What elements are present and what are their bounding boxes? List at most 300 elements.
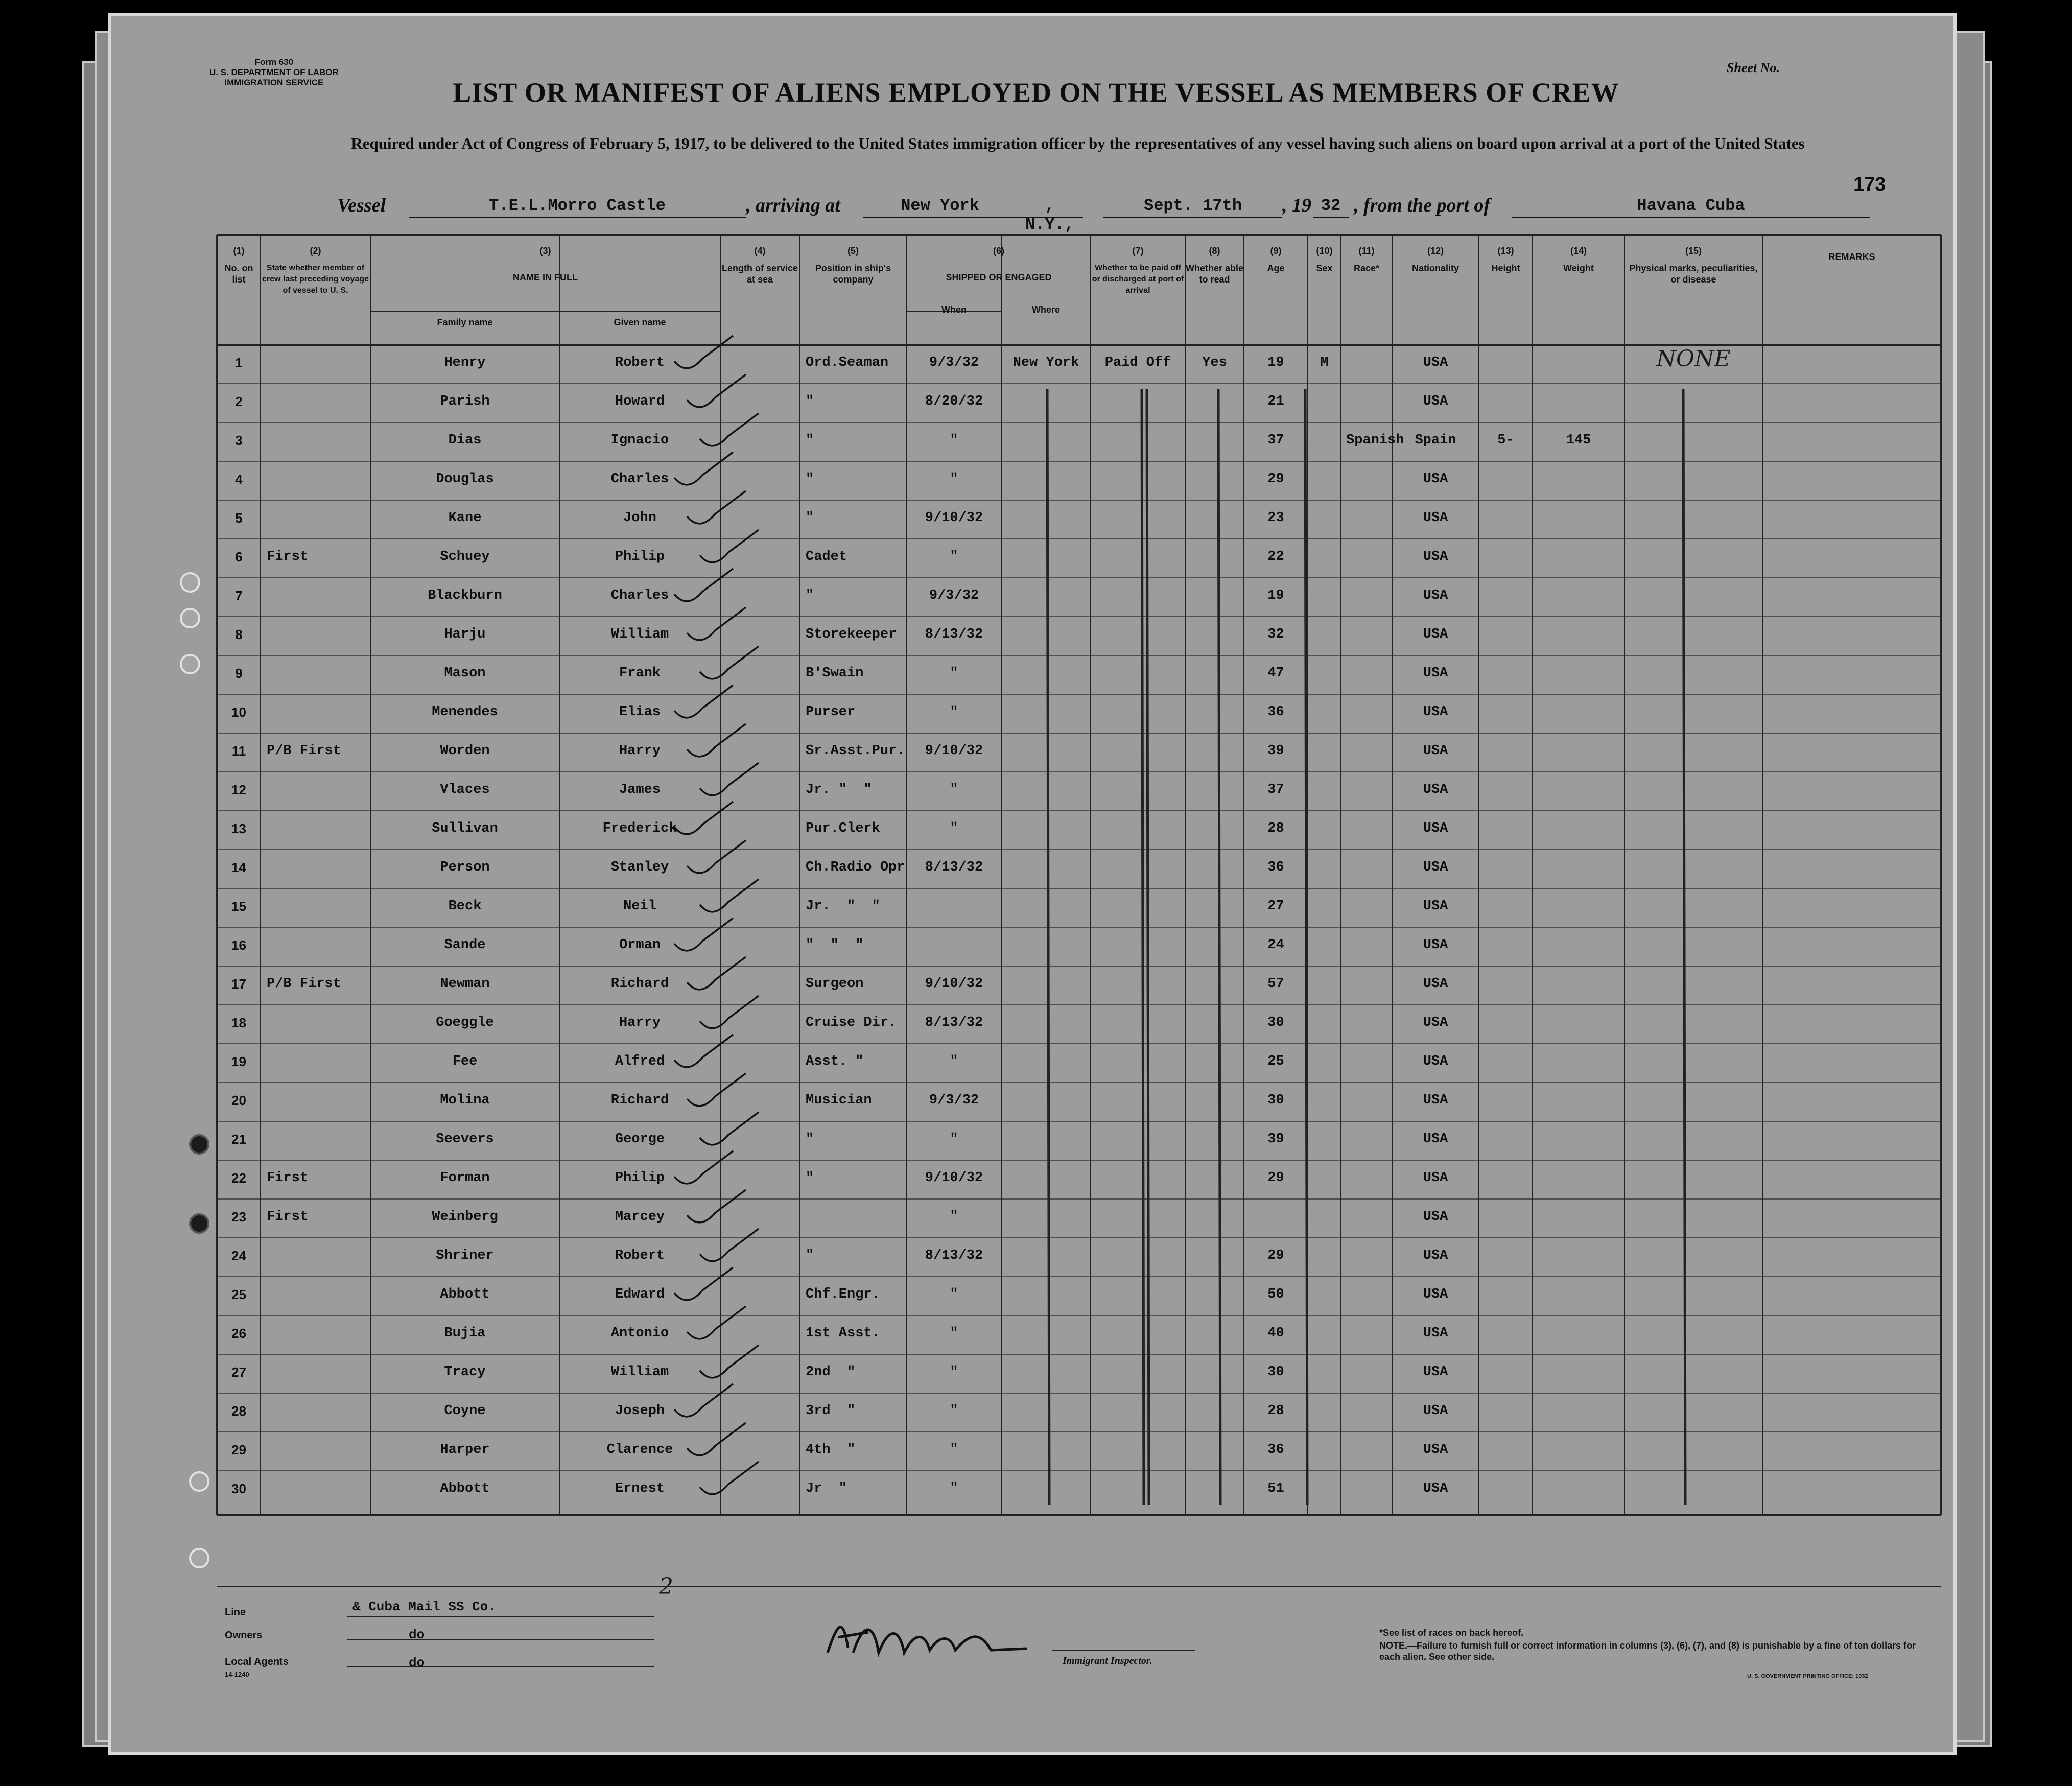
column-number: (13) <box>1497 246 1514 256</box>
row-number: 25 <box>231 1287 246 1302</box>
column-label: No. on list <box>224 263 253 285</box>
arrival-state: , N.Y., <box>1017 196 1083 218</box>
row-number: 6 <box>235 549 243 565</box>
position: Surgeon <box>806 976 864 992</box>
given-name: Marcey <box>615 1209 665 1225</box>
family-name: Shriner <box>436 1248 494 1263</box>
nationality: USA <box>1423 976 1448 992</box>
shipped-when: " <box>950 782 958 797</box>
nationality-header <box>1392 245 1479 274</box>
nationality: USA <box>1423 704 1448 720</box>
family-name: Bujia <box>444 1326 486 1341</box>
paid-off-header <box>1091 245 1185 296</box>
punch-hole <box>189 1134 209 1155</box>
shipped-when: " <box>950 549 958 565</box>
shipped-when: 8/13/32 <box>925 1248 983 1263</box>
row-number: 22 <box>231 1170 246 1186</box>
age: 37 <box>1267 433 1284 448</box>
position: " <box>806 1132 814 1147</box>
shipped-when: " <box>950 1326 958 1341</box>
shipped-when: 9/3/32 <box>929 588 979 603</box>
given-name: Stanley <box>610 860 669 875</box>
punch-hole <box>180 572 200 593</box>
position: Cruise Dir. <box>806 1015 897 1030</box>
previous-voyage: First <box>267 549 309 565</box>
age: 36 <box>1267 860 1284 875</box>
previous-voyage: First <box>267 1170 309 1186</box>
sheet-number: 173 <box>1853 174 1886 195</box>
position: " <box>806 472 814 487</box>
family-name: Harju <box>444 627 486 642</box>
given-name: James <box>619 782 661 797</box>
weight: 145 <box>1566 433 1591 448</box>
nationality: USA <box>1423 1403 1448 1419</box>
name-in-full-header <box>370 245 720 283</box>
vessel-name: T.E.L.Morro Castle <box>409 196 746 218</box>
given-name: Charles <box>610 588 669 603</box>
age: 23 <box>1267 510 1284 526</box>
age: 28 <box>1267 1403 1284 1419</box>
age: 32 <box>1267 627 1284 642</box>
family-name: Beck <box>448 899 482 914</box>
given-name: Ernest <box>615 1481 665 1496</box>
column-number: (7) <box>1132 246 1144 256</box>
vessel-label: Vessel <box>337 195 386 216</box>
column-label: Nationality <box>1411 263 1459 273</box>
shipped-where: New York <box>1013 355 1079 370</box>
physical-marks: NONE <box>1656 346 1731 372</box>
position: " " " <box>806 937 864 953</box>
age: 19 <box>1267 355 1284 370</box>
physical-marks-header <box>1624 245 1762 285</box>
row-number: 1 <box>235 355 243 370</box>
arrival-year: 32 <box>1313 196 1349 218</box>
column-label: Sex <box>1316 263 1333 273</box>
remarks-header <box>1762 245 1941 263</box>
agents-label: Local Agents <box>225 1656 289 1667</box>
column-number: (15) <box>1685 246 1702 256</box>
family-name: Kane <box>448 510 482 526</box>
row-number: 8 <box>235 627 243 642</box>
previous-voyage: P/B First <box>267 976 341 992</box>
row-number: 11 <box>231 743 246 759</box>
column-label: SHIPPED OR ENGAGED <box>946 272 1052 283</box>
column-number: (5) <box>847 246 859 256</box>
nationality: USA <box>1423 1365 1448 1380</box>
row-number: 9 <box>235 666 243 681</box>
family-name: Douglas <box>436 472 494 487</box>
given-name: George <box>615 1132 665 1147</box>
age: 29 <box>1267 472 1284 487</box>
nationality: USA <box>1423 1015 1448 1030</box>
nationality: USA <box>1423 1287 1448 1302</box>
column-label: State whether member of crew last preceding voyage of vessel to U. S. <box>262 264 369 295</box>
age: 30 <box>1267 1093 1284 1108</box>
family-name: Weinberg <box>432 1209 498 1225</box>
length-of-service-header <box>720 245 799 285</box>
given-name: Orman <box>619 937 661 953</box>
column-label: Whether able to read <box>1185 263 1244 285</box>
nationality: USA <box>1423 1481 1448 1496</box>
age: 37 <box>1267 782 1284 797</box>
sex-header <box>1308 245 1341 274</box>
position: " <box>806 510 814 526</box>
shipped-when: 9/10/32 <box>925 510 983 526</box>
column-number: (14) <box>1570 246 1587 256</box>
age: 39 <box>1267 743 1284 759</box>
penalty-note: NOTE.—Failure to furnish full or correct information in columns (3), (6), (7), and (8) is punishable by a fine of ten dollars for each alien. See other side. <box>1379 1640 1916 1662</box>
family-name: Seevers <box>436 1132 494 1147</box>
form-number: Form 630 <box>254 57 294 67</box>
column-label: Physical marks, peculiarities, or disease <box>1629 263 1758 285</box>
position: Musician <box>806 1093 872 1108</box>
row-number: 15 <box>231 899 246 914</box>
position: Cadet <box>806 549 847 565</box>
position: 2nd " <box>806 1365 856 1380</box>
position: 3rd " <box>806 1403 856 1419</box>
shipped-engaged-header <box>907 245 1091 283</box>
age-header <box>1244 245 1308 274</box>
row-number: 18 <box>231 1015 246 1030</box>
row-number: 5 <box>235 510 243 526</box>
given-name: Howard <box>615 394 665 409</box>
family-name: Abbott <box>440 1287 490 1302</box>
handwritten-number: 2 <box>659 1573 673 1600</box>
family-name: Molina <box>440 1093 490 1108</box>
row-number: 3 <box>235 433 243 448</box>
given-name: Frederick <box>602 821 677 836</box>
nationality: USA <box>1423 937 1448 953</box>
given-name: Robert <box>615 1248 665 1263</box>
nationality: USA <box>1423 510 1448 526</box>
nationality: USA <box>1423 821 1448 836</box>
column-label: REMARKS <box>1828 252 1875 262</box>
column-label: Age <box>1267 263 1285 273</box>
family-name: Blackburn <box>428 588 502 603</box>
nationality: USA <box>1423 666 1448 681</box>
column-label: Whether to be paid off or discharged at port of arrival <box>1092 264 1184 295</box>
owners-label: Owners <box>225 1630 263 1641</box>
nationality: USA <box>1423 588 1448 603</box>
position: Storekeeper <box>806 627 897 642</box>
nationality: USA <box>1423 743 1448 759</box>
position: Jr. " " <box>806 899 880 914</box>
previous-voyage: P/B First <box>267 743 341 759</box>
punch-hole <box>189 1548 209 1568</box>
shipped-when: 8/13/32 <box>925 627 983 642</box>
nationality: USA <box>1423 1170 1448 1186</box>
family-name: Forman <box>440 1170 490 1186</box>
nationality: Spain <box>1415 433 1456 448</box>
shipped-when: " <box>950 704 958 720</box>
position: Ch.Radio Opr <box>806 860 905 875</box>
sex: M <box>1320 355 1329 370</box>
family-name: Sullivan <box>432 821 498 836</box>
column-number: (11) <box>1358 246 1375 256</box>
given-name: Joseph <box>615 1403 665 1419</box>
family-name: Abbott <box>440 1481 490 1496</box>
weight-header <box>1533 245 1624 274</box>
family-name: Dias <box>448 433 482 448</box>
family-name: Person <box>440 860 490 875</box>
shipped-when: 8/13/32 <box>925 860 983 875</box>
nationality: USA <box>1423 472 1448 487</box>
family-name: Harper <box>440 1442 490 1458</box>
position: Pur.Clerk <box>806 821 880 836</box>
age: 36 <box>1267 1442 1284 1458</box>
family-name: Worden <box>440 743 490 759</box>
nationality: USA <box>1423 1132 1448 1147</box>
row-number: 26 <box>231 1326 246 1341</box>
age: 27 <box>1267 899 1284 914</box>
given-name: Philip <box>615 549 665 565</box>
given-name: Edward <box>615 1287 665 1302</box>
given-name: William <box>610 627 669 642</box>
row-number: 27 <box>231 1365 246 1380</box>
arrival-port: New York <box>863 196 1017 218</box>
shipped-when: " <box>950 1132 958 1147</box>
row-number: 2 <box>235 394 243 409</box>
race: Spanish <box>1346 433 1404 448</box>
when-subheader: When <box>941 304 967 315</box>
given-name: Ignacio <box>610 433 669 448</box>
shipped-when: " <box>950 433 958 448</box>
column-number: (1) <box>233 246 245 256</box>
column-label: Race* <box>1353 263 1380 273</box>
row-number: 20 <box>231 1093 246 1108</box>
column-number: (6) <box>993 246 1004 256</box>
printer-credit: U. S. GOVERNMENT PRINTING OFFICE: 1932 <box>1747 1673 1868 1679</box>
family-name-subheader: Family name <box>437 317 493 327</box>
age: 28 <box>1267 821 1284 836</box>
age: 30 <box>1267 1365 1284 1380</box>
family-name: Schuey <box>440 549 490 565</box>
shipped-when: " <box>950 1365 958 1380</box>
shipped-when: 9/3/32 <box>929 355 979 370</box>
page-subtitle: Required under Act of Congress of February 5, 1917, to be delivered to the United States immigration officer by the representatives of any vessel having such aliens on board upon arrival at a port of the United States <box>351 134 1805 152</box>
age: 47 <box>1267 666 1284 681</box>
column-number: (2) <box>310 246 321 256</box>
nationality: USA <box>1423 1248 1448 1263</box>
arriving-label: , arriving at <box>746 195 840 216</box>
line-label: Line <box>225 1607 246 1618</box>
family-name: Goeggle <box>436 1015 494 1030</box>
punch-hole <box>189 1471 209 1492</box>
column-label: Length of service at sea <box>721 263 798 285</box>
row-number: 21 <box>231 1132 246 1147</box>
position: Purser <box>806 704 856 720</box>
position: " <box>806 433 814 448</box>
row-number: 24 <box>231 1248 246 1263</box>
shipped-when: 8/13/32 <box>925 1015 983 1030</box>
age: 29 <box>1267 1170 1284 1186</box>
position-header <box>799 245 907 285</box>
nationality: USA <box>1423 1326 1448 1341</box>
family-name: Tracy <box>444 1365 486 1380</box>
sheet-label: Sheet No. <box>1727 60 1780 75</box>
age: 22 <box>1267 549 1284 565</box>
shipped-when: " <box>950 1054 958 1069</box>
inspector-signature <box>822 1612 1098 1668</box>
position: " <box>806 1248 814 1263</box>
age: 19 <box>1267 588 1284 603</box>
given-name: Robert <box>615 355 665 370</box>
age: 29 <box>1267 1248 1284 1263</box>
age: 25 <box>1267 1054 1284 1069</box>
given-name: Clarence <box>606 1442 673 1458</box>
given-name: Philip <box>615 1170 665 1186</box>
shipped-when: 9/10/32 <box>925 976 983 992</box>
given-name: Richard <box>610 1093 669 1108</box>
column-label: NAME IN FULL <box>513 272 578 283</box>
nationality: USA <box>1423 394 1448 409</box>
shipped-when: 9/10/32 <box>925 1170 983 1186</box>
nationality: USA <box>1423 1054 1448 1069</box>
nationality: USA <box>1423 355 1448 370</box>
nationality: USA <box>1423 549 1448 565</box>
row-number: 13 <box>231 821 246 836</box>
given-name: Alfred <box>615 1054 665 1069</box>
inspector-label: Immigrant Inspector. <box>1063 1655 1152 1666</box>
nationality: USA <box>1423 1093 1448 1108</box>
column-number: (4) <box>754 246 766 256</box>
nationality: USA <box>1423 1442 1448 1458</box>
column-number: (8) <box>1209 246 1220 256</box>
age: 50 <box>1267 1287 1284 1302</box>
row-number: 14 <box>231 860 246 875</box>
shipped-when: " <box>950 1481 958 1496</box>
family-name: Parish <box>440 394 490 409</box>
form-code: 14-1240 <box>225 1671 249 1678</box>
no-on-list-header <box>217 245 261 285</box>
position: Asst. " <box>806 1054 864 1069</box>
given-name: Elias <box>619 704 661 720</box>
height-header <box>1479 245 1533 274</box>
family-name: Fee <box>452 1054 478 1069</box>
shipped-when: 9/10/32 <box>925 743 983 759</box>
column-number: (3) <box>539 246 551 256</box>
agents-value: do <box>409 1655 425 1671</box>
race-note: *See list of races on back hereof. <box>1379 1628 1524 1638</box>
position: B'Swain <box>806 666 864 681</box>
age: 21 <box>1267 394 1284 409</box>
age: 30 <box>1267 1015 1284 1030</box>
service: IMMIGRATION SERVICE <box>224 78 324 87</box>
able-to-read-header <box>1185 245 1244 285</box>
punch-hole <box>180 608 200 628</box>
nationality: USA <box>1423 627 1448 642</box>
column-label: Position in ship's company <box>815 263 891 285</box>
able-to-read: Yes <box>1202 355 1227 370</box>
shipped-when: " <box>950 1209 958 1225</box>
shipped-when: 8/20/32 <box>925 394 983 409</box>
row-number: 19 <box>231 1054 246 1069</box>
given-name-subheader: Given name <box>614 317 666 327</box>
previous-voyage-header <box>261 245 370 296</box>
line-value: & Cuba Mail SS Co. <box>352 1599 496 1614</box>
column-number: (9) <box>1270 246 1282 256</box>
given-name: Harry <box>619 743 661 759</box>
position: " <box>806 394 814 409</box>
age: 24 <box>1267 937 1284 953</box>
departure-port: Havana Cuba <box>1512 196 1870 218</box>
punch-hole <box>180 654 200 674</box>
family-name: Menendes <box>432 704 498 720</box>
given-name: Neil <box>623 899 656 914</box>
given-name: Richard <box>610 976 669 992</box>
nationality: USA <box>1423 782 1448 797</box>
shipped-when: 9/3/32 <box>929 1093 979 1108</box>
shipped-when: " <box>950 1442 958 1458</box>
position: Ord.Seaman <box>806 355 889 370</box>
page-title: LIST OR MANIFEST OF ALIENS EMPLOYED ON THE VESSEL AS MEMBERS OF CREW <box>453 77 1619 108</box>
given-name: John <box>623 510 656 526</box>
row-number: 12 <box>231 782 246 797</box>
column-number: (10) <box>1316 246 1333 256</box>
column-label: Weight <box>1563 263 1594 273</box>
position: 1st Asst. <box>806 1326 880 1341</box>
row-number: 30 <box>231 1481 246 1496</box>
row-number: 23 <box>231 1209 246 1225</box>
nationality: USA <box>1423 899 1448 914</box>
row-number: 10 <box>231 704 246 720</box>
where-subheader: Where <box>1031 304 1060 315</box>
given-name: Antonio <box>610 1326 669 1341</box>
position: Jr " <box>806 1481 847 1496</box>
department: U. S. DEPARTMENT OF LABOR <box>209 67 339 77</box>
row-number: 16 <box>231 937 246 953</box>
owners-value: do <box>409 1627 425 1642</box>
family-name: Sande <box>444 937 486 953</box>
position: Sr.Asst.Pur. <box>806 743 905 759</box>
given-name: William <box>610 1365 669 1380</box>
family-name: Vlaces <box>440 782 490 797</box>
position: " <box>806 1170 814 1186</box>
year-prefix: , 19 <box>1282 195 1311 216</box>
row-number: 7 <box>235 588 243 603</box>
age: 39 <box>1267 1132 1284 1147</box>
shipped-when: " <box>950 1287 958 1302</box>
given-name: Frank <box>619 666 661 681</box>
position: Chf.Engr. <box>806 1287 880 1302</box>
shipped-when: " <box>950 666 958 681</box>
punch-hole <box>189 1213 209 1234</box>
nationality: USA <box>1423 1209 1448 1225</box>
arrival-date: Sept. 17th <box>1103 196 1282 218</box>
given-name: Charles <box>610 472 669 487</box>
position: Jr. " " <box>806 782 872 797</box>
position: " <box>806 588 814 603</box>
row-number: 28 <box>231 1403 246 1419</box>
age: 40 <box>1267 1326 1284 1341</box>
nationality: USA <box>1423 860 1448 875</box>
row-number: 17 <box>231 976 246 992</box>
family-name: Coyne <box>444 1403 486 1419</box>
family-name: Mason <box>444 666 486 681</box>
shipped-when: " <box>950 821 958 836</box>
family-name: Newman <box>440 976 490 992</box>
previous-voyage: First <box>267 1209 309 1225</box>
row-number: 4 <box>235 472 243 487</box>
height: 5- <box>1497 433 1514 448</box>
paid-off: Paid Off <box>1104 355 1171 370</box>
row-number: 29 <box>231 1442 246 1458</box>
column-label: Height <box>1491 263 1520 273</box>
family-name: Henry <box>444 355 486 370</box>
given-name: Harry <box>619 1015 661 1030</box>
age: 57 <box>1267 976 1284 992</box>
shipped-when: " <box>950 472 958 487</box>
